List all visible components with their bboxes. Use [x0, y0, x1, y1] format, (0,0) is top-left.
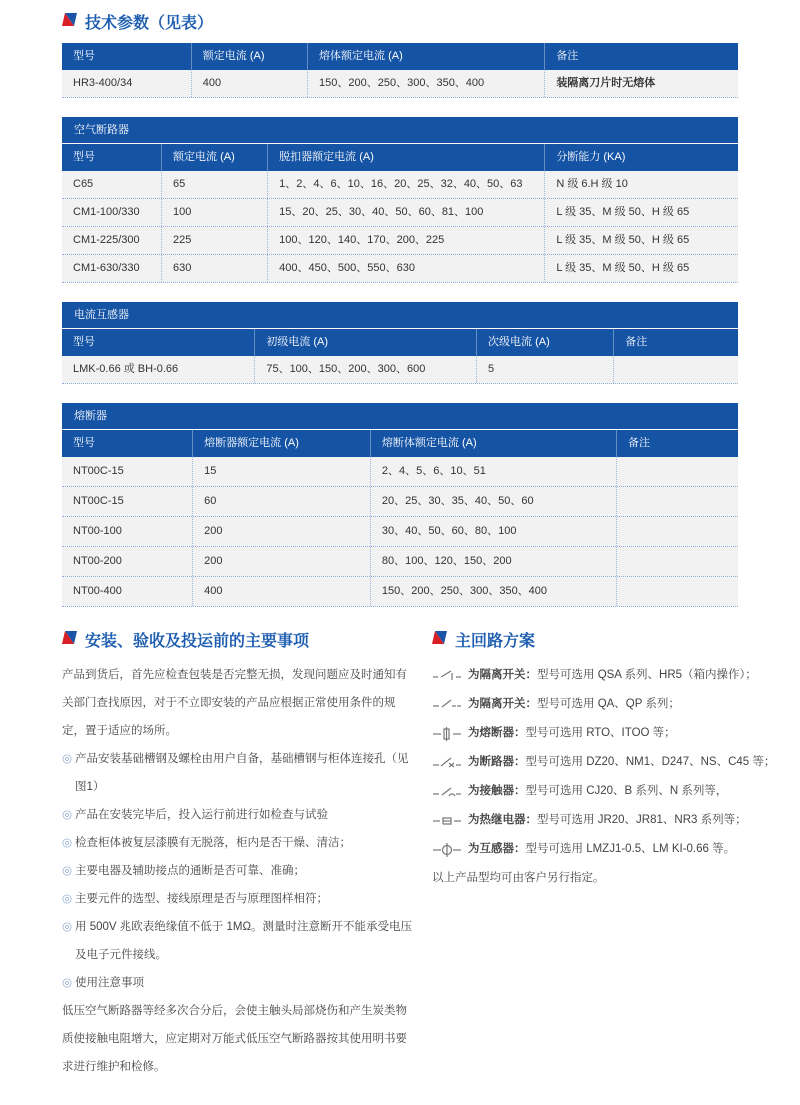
table-cell: L 级 35、M 级 50、H 级 65	[556, 262, 690, 274]
table-header-row	[62, 43, 738, 70]
circuit-item	[432, 719, 738, 748]
table-cell: 400	[193, 577, 371, 606]
circuit-section	[432, 626, 776, 1081]
circuit-item-label: 为隔离开关：	[468, 669, 537, 681]
table-cell	[617, 517, 738, 546]
table-cell: 5	[477, 356, 614, 383]
table-cell: NT00C-15	[62, 487, 193, 516]
table-cell: NT00-100	[62, 517, 193, 546]
circuit-item-desc: 型号可选用 QSA 系列、HR5（箱内操作）；	[537, 669, 757, 681]
breaker-symbol-icon	[432, 748, 468, 777]
column-header: 备注	[556, 50, 579, 62]
bullet-text: 主要电器及辅助接点的通断是否可靠、准确；	[75, 865, 306, 877]
table-cell: 15	[193, 457, 371, 486]
table-current-transformer	[62, 302, 738, 384]
bullet-icon: ◎	[62, 865, 73, 877]
circuit-item	[432, 690, 738, 719]
bullet-text: 检查柜体被复层漆膜有无脱落，柜内是否干燥、清洁；	[75, 837, 352, 849]
column-header: 备注	[627, 437, 650, 449]
table-cell	[614, 356, 738, 383]
table-cell: 150、200、250、300、350、400	[371, 577, 617, 606]
bullet-text: 使用注意事项	[75, 977, 145, 989]
table-cell: NT00C-15	[62, 457, 193, 486]
bullet-text: 产品在安装完毕后，投入运行前进行如检查与试验	[75, 809, 329, 821]
table-cell	[617, 487, 738, 516]
transformer-symbol-icon	[432, 835, 468, 864]
table-header-row	[62, 144, 738, 171]
table-cell: 30、40、50、60、80、100	[371, 517, 617, 546]
bullet-icon: ◎	[62, 753, 73, 765]
table-air-circuit-breaker	[62, 117, 738, 283]
bullet-item	[62, 885, 414, 913]
table-cell: 装隔离刀片时无熔体	[556, 77, 656, 89]
table-row	[62, 547, 738, 577]
table-row	[62, 457, 738, 487]
table-cell: LMK-0.66 或 BH-0.66	[62, 356, 255, 383]
bullet-icon: ◎	[62, 837, 73, 849]
circuit-items	[432, 661, 776, 864]
table-cell: 400	[192, 70, 308, 97]
bullet-item	[62, 829, 414, 857]
table-cell: 65	[162, 171, 268, 198]
circuit-item-label: 为接触器：	[468, 785, 526, 797]
table-row	[62, 70, 738, 98]
table-cell: 20、25、30、35、40、50、60	[371, 487, 617, 516]
table-cell: 2、4、5、6、10、51	[371, 457, 617, 486]
table-cell: L 级 35、M 级 50、H 级 65	[556, 206, 690, 218]
table-cell: 225	[162, 227, 268, 254]
install-note: 低压空气断路器等经多次合分后，会使主触头局部烧伤和产生炭类物质使接触电阻增大，应定期对万能式低压空气断路器按其使用明书要求进行维护和检修。	[62, 1005, 407, 1073]
circuit-item	[432, 777, 738, 806]
table-row	[62, 517, 738, 547]
column-header: 型号	[62, 430, 193, 457]
circuit-item	[432, 748, 776, 777]
install-title-text: 安装、验收及投运前的主要事项	[85, 633, 310, 650]
table-cell: 200	[193, 517, 371, 546]
tables-area	[62, 43, 738, 607]
table-cell: 15、20、25、30、40、50、60、81、100	[268, 199, 545, 226]
column-header: 熔断体额定电流 (A)	[371, 430, 617, 457]
bullet-text: 用 500V 兆欧表绝缘值不低于 1MΩ。测量时注意断开不能承受电压及电子元件接线。	[75, 921, 413, 961]
table-cell: 100	[162, 199, 268, 226]
install-section	[62, 626, 414, 1081]
fuse-symbol-icon	[432, 719, 468, 748]
bullet-text: 产品安装基础槽钢及螺栓由用户自备，基础槽钢与柜体连接孔（见图1）	[75, 753, 409, 793]
circuit-footer: 以上产品型均可由客户另行指定。	[432, 872, 605, 884]
flag-icon	[62, 630, 77, 650]
circuit-item-desc: 型号可选用 DZ20、NM1、D247、NS、C45 等；	[525, 756, 776, 768]
disconnector-symbol-icon	[432, 690, 468, 719]
table-header-row	[62, 329, 738, 356]
table-cell: 75、100、150、200、300、600	[255, 356, 477, 383]
column-header: 额定电流 (A)	[162, 144, 268, 171]
table-cell: 150、200、250、300、350、400	[308, 70, 545, 97]
circuit-title-text: 主回路方案	[455, 633, 536, 650]
table-cell: 100、120、140、170、200、225	[268, 227, 545, 254]
circuit-item-desc: 型号可选用 LMZJ1-0.5、LM KI-0.66 等。	[525, 843, 736, 855]
column-header: 熔体额定电流 (A)	[308, 43, 545, 70]
install-paragraph: 产品到货后，首先应检查包装是否完整无损，发现问题应及时通知有关部门查找原因，对于不立即安装的产品应根据正常使用条件的规定，置于适应的场所。	[62, 669, 407, 737]
table-cell: 1、2、4、6、10、16、20、25、32、40、50、63	[268, 171, 545, 198]
circuit-title	[432, 628, 738, 651]
table-cell: NT00-400	[62, 577, 193, 606]
circuit-item-desc: 型号可选用 RTO、ITOO 等；	[525, 727, 676, 739]
circuit-item	[432, 835, 738, 864]
table-cell: CM1-100/330	[62, 199, 162, 226]
table-cell	[617, 457, 738, 486]
table-row	[62, 487, 738, 517]
flag-icon	[62, 12, 77, 32]
table-cell: L 级 35、M 级 50、H 级 65	[556, 234, 690, 246]
bullet-icon: ◎	[62, 921, 73, 933]
column-header: 型号	[62, 43, 192, 70]
table-title-bar: 熔断器	[62, 403, 738, 430]
flag-icon	[432, 630, 447, 650]
bullet-item	[62, 969, 414, 997]
circuit-item-desc: 型号可选用 QA、QP 系列；	[537, 698, 680, 710]
table-title-bar: 电流互感器	[62, 302, 738, 329]
table-row	[62, 171, 738, 199]
thermal-relay-symbol-icon	[432, 806, 468, 835]
table-cell: NT00-200	[62, 547, 193, 576]
table-cell: N 级 6.H 级 10	[556, 178, 628, 190]
contactor-symbol-icon	[432, 777, 468, 806]
column-header: 额定电流 (A)	[192, 43, 308, 70]
table-header-row	[62, 430, 738, 457]
column-header: 脱扣器额定电流 (A)	[268, 144, 545, 171]
column-header: 型号	[62, 329, 255, 356]
circuit-item-desc: 型号可选用 JR20、JR81、NR3 系列等；	[537, 814, 747, 826]
table-cell	[617, 577, 738, 606]
install-bullets	[62, 745, 414, 997]
circuit-item	[432, 661, 757, 690]
table-cell: 400、450、500、550、630	[268, 255, 545, 282]
table-cell: 60	[193, 487, 371, 516]
table-cell: C65	[62, 171, 162, 198]
column-header: 分断能力 (KA)	[556, 151, 626, 163]
circuit-item	[432, 806, 747, 835]
bullet-item	[62, 913, 414, 969]
circuit-item-desc: 型号可选用 CJ20、B 系列、N 系列等，	[525, 785, 728, 797]
table-row	[62, 199, 738, 227]
bullet-icon: ◎	[62, 893, 73, 905]
table-cell: 200	[193, 547, 371, 576]
circuit-item-label: 为热继电器：	[468, 814, 537, 826]
tech-params-title-text: 技术参数（见表）	[85, 15, 214, 32]
table-hr3-fuse-switch	[62, 43, 738, 98]
circuit-item-label: 为隔离开关：	[468, 698, 537, 710]
install-title	[62, 628, 414, 651]
column-header: 备注	[625, 336, 648, 348]
table-cell: CM1-630/330	[62, 255, 162, 282]
column-header: 熔断器额定电流 (A)	[193, 430, 371, 457]
table-cell: CM1-225/300	[62, 227, 162, 254]
bullet-icon: ◎	[62, 809, 73, 821]
column-header: 初级电流 (A)	[255, 329, 477, 356]
bullet-item	[62, 801, 414, 829]
bullet-item	[62, 857, 414, 885]
knife-switch-symbol-icon	[432, 661, 468, 690]
bullet-item	[62, 745, 414, 801]
bullet-text: 主要元件的选型、接线原理是否与原理图样相符；	[75, 893, 329, 905]
bottom-columns	[62, 626, 776, 1081]
tech-params-title	[62, 10, 738, 33]
table-fuse	[62, 403, 738, 607]
table-row	[62, 227, 738, 255]
column-header: 型号	[62, 144, 162, 171]
table-cell: 630	[162, 255, 268, 282]
circuit-item-label: 为熔断器：	[468, 727, 526, 739]
table-row	[62, 577, 738, 607]
column-header: 次级电流 (A)	[477, 329, 614, 356]
table-cell	[617, 547, 738, 576]
table-cell: 80、100、120、150、200	[371, 547, 617, 576]
bullet-icon: ◎	[62, 977, 73, 989]
table-cell: HR3-400/34	[62, 70, 192, 97]
table-row	[62, 356, 738, 384]
table-row	[62, 255, 738, 283]
table-title-bar: 空气断路器	[62, 117, 738, 144]
circuit-item-label: 为互感器：	[468, 843, 526, 855]
circuit-item-label: 为断路器：	[468, 756, 526, 768]
